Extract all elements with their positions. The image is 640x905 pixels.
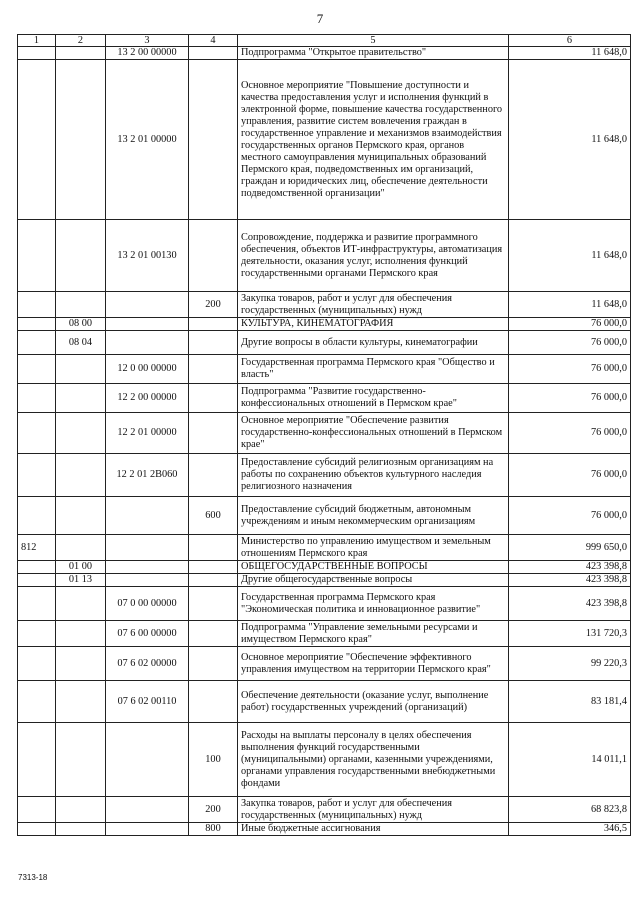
target-article-code: 07 6 02 00000 bbox=[106, 647, 189, 681]
budget-authority-code: 812 bbox=[18, 535, 56, 561]
section-code bbox=[56, 355, 106, 384]
expense-type-code bbox=[189, 621, 238, 647]
budget-authority-code bbox=[18, 331, 56, 355]
section-code bbox=[56, 220, 106, 292]
section-code: 08 04 bbox=[56, 331, 106, 355]
expense-type-code bbox=[189, 220, 238, 292]
item-name: Другие общегосударственные вопросы bbox=[238, 574, 509, 587]
target-article-code: 07 6 00 00000 bbox=[106, 621, 189, 647]
section-code bbox=[56, 60, 106, 220]
table-row bbox=[18, 535, 631, 561]
section-code bbox=[56, 413, 106, 454]
table-row bbox=[18, 331, 631, 355]
expense-type-code bbox=[189, 574, 238, 587]
amount-value: 346,5 bbox=[509, 823, 631, 836]
budget-authority-code bbox=[18, 621, 56, 647]
section-code bbox=[56, 621, 106, 647]
target-article-code bbox=[106, 723, 189, 797]
expense-type-code: 200 bbox=[189, 292, 238, 318]
table-row bbox=[18, 355, 631, 384]
amount-value: 99 220,3 bbox=[509, 647, 631, 681]
table-row bbox=[18, 797, 631, 823]
target-article-code bbox=[106, 318, 189, 331]
column-header: 6 bbox=[509, 35, 631, 47]
item-name: Расходы на выплаты персоналу в целях обеспечения выполнения функций государственными (муниципальными) органами, казенными учреждениями, органами управления государственными внебюджетными фондами bbox=[238, 723, 509, 797]
budget-authority-code bbox=[18, 413, 56, 454]
expense-type-code bbox=[189, 331, 238, 355]
amount-value: 11 648,0 bbox=[509, 47, 631, 60]
section-code bbox=[56, 535, 106, 561]
item-name: Государственная программа Пермского края "Экономическая политика и инновационное развитие" bbox=[238, 587, 509, 621]
item-name: Закупка товаров, работ и услуг для обеспечения государственных (муниципальных) нужд bbox=[238, 797, 509, 823]
expense-type-code: 100 bbox=[189, 723, 238, 797]
section-code bbox=[56, 823, 106, 836]
budget-authority-code bbox=[18, 823, 56, 836]
column-header: 3 bbox=[106, 35, 189, 47]
table-row bbox=[18, 384, 631, 413]
section-code: 01 00 bbox=[56, 561, 106, 574]
item-name: Предоставление субсидий бюджетным, автономным учреждениям и иным некоммерческим организациям bbox=[238, 497, 509, 535]
table-row bbox=[18, 60, 631, 220]
amount-value: 76 000,0 bbox=[509, 454, 631, 497]
item-name: Сопровождение, поддержка и развитие программного обеспечения, объектов ИТ-инфраструктуры, автоматизация деятельности, оказания услуг, исполнения функций государственными органами Пермского края bbox=[238, 220, 509, 292]
target-article-code: 12 2 00 00000 bbox=[106, 384, 189, 413]
column-header: 2 bbox=[56, 35, 106, 47]
table-row bbox=[18, 574, 631, 587]
table-row bbox=[18, 413, 631, 454]
budget-authority-code bbox=[18, 574, 56, 587]
amount-value: 76 000,0 bbox=[509, 355, 631, 384]
section-code bbox=[56, 797, 106, 823]
expense-type-code bbox=[189, 413, 238, 454]
expense-type-code: 200 bbox=[189, 797, 238, 823]
expense-type-code bbox=[189, 681, 238, 723]
amount-value: 68 823,8 bbox=[509, 797, 631, 823]
budget-authority-code bbox=[18, 292, 56, 318]
target-article-code bbox=[106, 823, 189, 836]
target-article-code: 13 2 01 00130 bbox=[106, 220, 189, 292]
budget-authority-code bbox=[18, 723, 56, 797]
section-code bbox=[56, 647, 106, 681]
target-article-code bbox=[106, 797, 189, 823]
budget-authority-code bbox=[18, 647, 56, 681]
expense-type-code bbox=[189, 318, 238, 331]
table-row bbox=[18, 292, 631, 318]
amount-value: 999 650,0 bbox=[509, 535, 631, 561]
expense-type-code: 600 bbox=[189, 497, 238, 535]
table-row bbox=[18, 454, 631, 497]
section-code bbox=[56, 47, 106, 60]
amount-value: 11 648,0 bbox=[509, 292, 631, 318]
budget-authority-code bbox=[18, 561, 56, 574]
section-code bbox=[56, 587, 106, 621]
budget-authority-code bbox=[18, 384, 56, 413]
table-row bbox=[18, 220, 631, 292]
column-header: 1 bbox=[18, 35, 56, 47]
section-code bbox=[56, 681, 106, 723]
amount-value: 76 000,0 bbox=[509, 384, 631, 413]
amount-value: 83 181,4 bbox=[509, 681, 631, 723]
item-name: Основное мероприятие "Обеспечение эффективного управления имуществом на территории Пермского края" bbox=[238, 647, 509, 681]
target-article-code bbox=[106, 574, 189, 587]
budget-authority-code bbox=[18, 318, 56, 331]
item-name: Подпрограмма "Открытое правительство" bbox=[238, 47, 509, 60]
expense-type-code bbox=[189, 561, 238, 574]
item-name: КУЛЬТУРА, КИНЕМАТОГРАФИЯ bbox=[238, 318, 509, 331]
amount-value: 76 000,0 bbox=[509, 497, 631, 535]
budget-authority-code bbox=[18, 454, 56, 497]
expense-type-code bbox=[189, 355, 238, 384]
budget-table bbox=[17, 34, 631, 836]
budget-authority-code bbox=[18, 497, 56, 535]
expense-type-code bbox=[189, 587, 238, 621]
item-name: Другие вопросы в области культуры, кинематографии bbox=[238, 331, 509, 355]
expense-type-code bbox=[189, 535, 238, 561]
amount-value: 11 648,0 bbox=[509, 220, 631, 292]
target-article-code: 07 0 00 00000 bbox=[106, 587, 189, 621]
amount-value: 14 011,1 bbox=[509, 723, 631, 797]
table-row bbox=[18, 723, 631, 797]
section-code bbox=[56, 384, 106, 413]
item-name: Закупка товаров, работ и услуг для обеспечения государственных (муниципальных) нужд bbox=[238, 292, 509, 318]
item-name: Подпрограмма "Управление земельными ресурсами и имуществом Пермского края" bbox=[238, 621, 509, 647]
amount-value: 76 000,0 bbox=[509, 318, 631, 331]
amount-value: 76 000,0 bbox=[509, 413, 631, 454]
table-row bbox=[18, 681, 631, 723]
item-name: Основное мероприятие "Повышение доступности и качества предоставления услуг и исполнения функций в электронной форме, повышение качества государственного управления, развитие систем вовлечения граждан в государственное управление и механизмов взаимодействия государственных органов Пермского края, органов местного самоуправления муниципальных образований Пермского края, подведомственных им организаций, граждан и юридических лиц, обеспечение деятельности подведомственной организации" bbox=[238, 60, 509, 220]
item-name: Обеспечение деятельности (оказание услуг, выполнение работ) государственных учреждений (организаций) bbox=[238, 681, 509, 723]
item-name: ОБЩЕГОСУДАРСТВЕННЫЕ ВОПРОСЫ bbox=[238, 561, 509, 574]
item-name: Предоставление субсидий религиозным организациям на работы по сохранению объектов культурного наследия религиозного назначения bbox=[238, 454, 509, 497]
table-row bbox=[18, 647, 631, 681]
budget-authority-code bbox=[18, 60, 56, 220]
budget-authority-code bbox=[18, 355, 56, 384]
amount-value: 423 398,8 bbox=[509, 574, 631, 587]
item-name: Подпрограмма "Развитие государственно-конфессиональных отношений в Пермском крае" bbox=[238, 384, 509, 413]
section-code bbox=[56, 454, 106, 497]
page-number: 7 bbox=[316, 11, 324, 26]
amount-value: 423 398,8 bbox=[509, 587, 631, 621]
table-row bbox=[18, 318, 631, 331]
target-article-code: 12 2 01 00000 bbox=[106, 413, 189, 454]
target-article-code bbox=[106, 561, 189, 574]
target-article-code bbox=[106, 535, 189, 561]
table-row bbox=[18, 47, 631, 60]
item-name: Министерство по управлению имуществом и земельным отношениям Пермского края bbox=[238, 535, 509, 561]
item-name: Государственная программа Пермского края "Общество и власть" bbox=[238, 355, 509, 384]
section-code bbox=[56, 723, 106, 797]
amount-value: 423 398,8 bbox=[509, 561, 631, 574]
expense-type-code bbox=[189, 47, 238, 60]
table-body bbox=[18, 47, 631, 836]
amount-value: 131 720,3 bbox=[509, 621, 631, 647]
target-article-code: 13 2 01 00000 bbox=[106, 60, 189, 220]
amount-value: 76 000,0 bbox=[509, 331, 631, 355]
expense-type-code bbox=[189, 384, 238, 413]
budget-authority-code bbox=[18, 681, 56, 723]
expense-type-code: 800 bbox=[189, 823, 238, 836]
target-article-code bbox=[106, 292, 189, 318]
target-article-code: 12 2 01 2В060 bbox=[106, 454, 189, 497]
column-header: 4 bbox=[189, 35, 238, 47]
amount-value: 11 648,0 bbox=[509, 60, 631, 220]
target-article-code bbox=[106, 497, 189, 535]
table-header-row bbox=[18, 35, 631, 47]
target-article-code bbox=[106, 331, 189, 355]
table-row bbox=[18, 561, 631, 574]
target-article-code: 13 2 00 00000 bbox=[106, 47, 189, 60]
target-article-code: 12 0 00 00000 bbox=[106, 355, 189, 384]
table-row bbox=[18, 823, 631, 836]
table-row bbox=[18, 621, 631, 647]
expense-type-code bbox=[189, 60, 238, 220]
item-name: Иные бюджетные ассигнования bbox=[238, 823, 509, 836]
target-article-code: 07 6 02 00110 bbox=[106, 681, 189, 723]
table-row bbox=[18, 497, 631, 535]
table-row bbox=[18, 587, 631, 621]
expense-type-code bbox=[189, 454, 238, 497]
section-code bbox=[56, 292, 106, 318]
budget-authority-code bbox=[18, 47, 56, 60]
budget-authority-code bbox=[18, 220, 56, 292]
column-header: 5 bbox=[238, 35, 509, 47]
budget-authority-code bbox=[18, 797, 56, 823]
item-name: Основное мероприятие "Обеспечение развития государственно-конфессиональных отношений в Пермском крае" bbox=[238, 413, 509, 454]
section-code bbox=[56, 497, 106, 535]
budget-authority-code bbox=[18, 587, 56, 621]
section-code: 08 00 bbox=[56, 318, 106, 331]
expense-type-code bbox=[189, 647, 238, 681]
document-code: 7313-18 bbox=[18, 873, 48, 882]
section-code: 01 13 bbox=[56, 574, 106, 587]
